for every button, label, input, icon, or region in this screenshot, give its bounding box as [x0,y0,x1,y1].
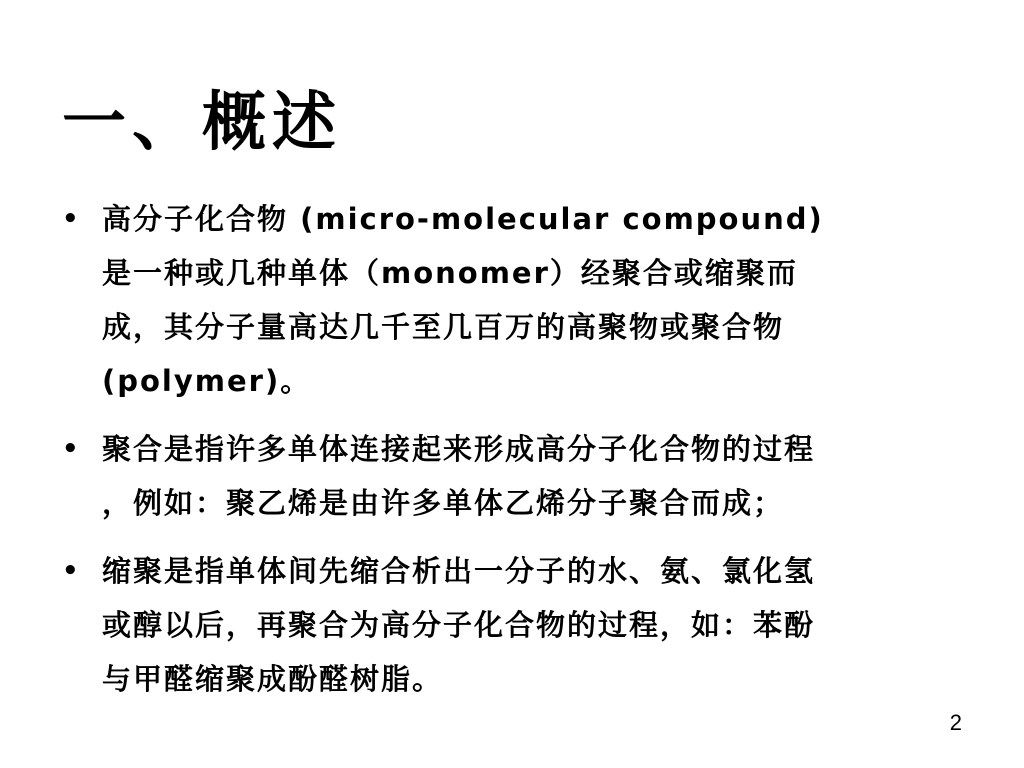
bullet-line: 聚合是指许多单体连接起来形成高分子化合物的过程 [102,432,816,466]
bullet-item-polymerization [62,422,962,530]
bullet-line: 高分子化合物 (micro-molecular compound) [102,202,824,236]
bullet-text [102,544,962,706]
page-number: 2 [949,710,962,735]
slide-title: 一、概述 [62,86,342,160]
bullet-item-condensation [62,544,962,706]
bullet-line: 与甲醛缩聚成酚醛树脂。 [102,662,444,696]
bullet-text [102,422,962,530]
bullet-item-polymer-definition [62,192,962,408]
bullet-line: ，例如：聚乙烯是由许多单体乙烯分子聚合而成； [102,486,785,520]
bullet-icon: • [62,434,81,464]
bullet-text [102,192,962,408]
bullet-icon: • [62,556,81,586]
bullet-line: (polymer)。 [102,364,312,398]
bullet-icon: • [62,204,81,234]
bullet-line: 或醇以后，再聚合为高分子化合物的过程，如：苯酚 [102,608,816,642]
bullet-line: 缩聚是指单体间先缩合析出一分子的水、氨、氯化氢 [102,554,816,588]
bullet-list [62,192,962,720]
bullet-line: 是一种或几种单体（monomer）经聚合或缩聚而 [102,256,798,290]
bullet-line: 成，其分子量高达几千至几百万的高聚物或聚合物 [102,310,785,344]
